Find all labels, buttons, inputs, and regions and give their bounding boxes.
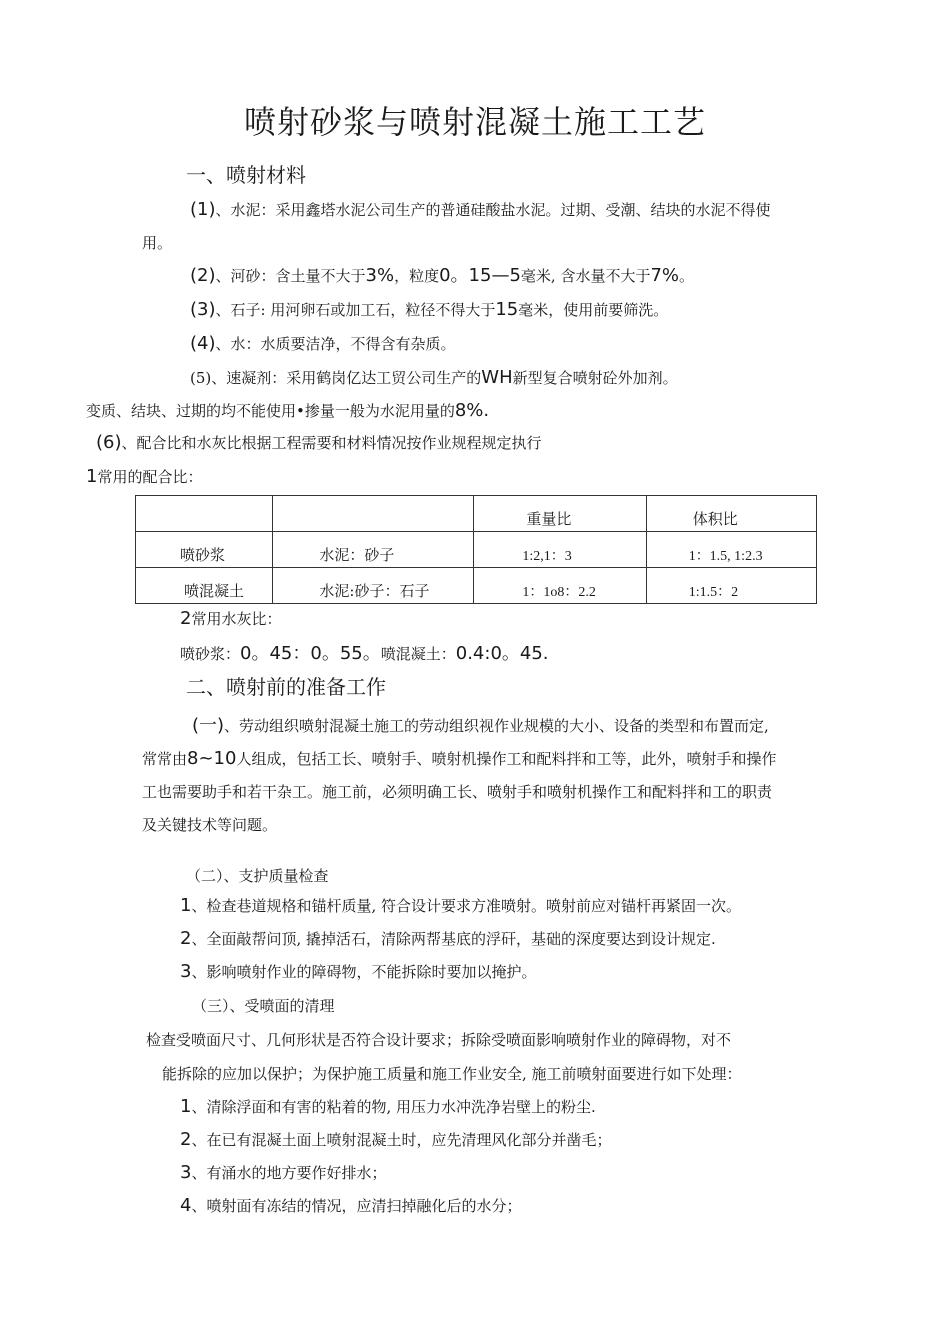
list-number: 1 (180, 895, 192, 916)
list-text: 、影响喷射作业的障碍物，不能拆除时要加以掩护。 (191, 963, 537, 981)
table-cell: 1：1o8：2.2 (474, 568, 646, 604)
list-item (180, 962, 536, 982)
table-cell: 1:2,1：3 (474, 532, 646, 568)
list-text: 、有涌水的地方要作好排水； (191, 1164, 387, 1182)
wc-value: 0.4:0。45. (455, 643, 549, 664)
list-text: 、清除浮面和有害的粘着的物, 用压力水冲洗净岩壁上的粉尘. (191, 1098, 596, 1116)
subheading-3: （三）、受喷面的清理 (192, 997, 335, 1015)
item-4 (190, 334, 456, 354)
ratio-heading (86, 467, 202, 487)
item-6 (96, 433, 542, 453)
item-2 (190, 266, 694, 286)
ratio-heading-text: 常用的配合比： (97, 468, 203, 486)
item-3 (190, 300, 668, 320)
list-number: 4 (180, 1195, 192, 1216)
item-value: 7% (650, 265, 680, 286)
list-number: 3 (180, 1162, 192, 1183)
item-text: 毫米，使用前要筛洗。 (518, 301, 669, 319)
table-cell: 喷混凝土 (136, 568, 273, 604)
para-1-line-1 (192, 716, 769, 736)
item-value: 15 (495, 299, 519, 320)
subheading-2: （二）、支护质量检查 (186, 867, 329, 885)
wc-label: 喷混凝土： (380, 645, 456, 663)
wc-value: 0。45：0。55。 (240, 643, 381, 664)
table-cell: 水泥：砂子 (273, 532, 474, 568)
item-1 (190, 200, 771, 220)
item-text: 、石子: 用河卵石或加工石，粒径不得大于 (215, 301, 496, 319)
item-5 (190, 368, 678, 388)
item-text: 、水：水质要洁净，不得含有杂质。 (215, 335, 456, 353)
list-item (180, 929, 716, 949)
table-cell: 1:1.5：2 (646, 568, 816, 604)
list-text: 、喷射面有冻结的情况，应清扫掉融化后的水分； (191, 1197, 522, 1215)
wc-values (180, 644, 549, 664)
table-cell: 喷砂浆 (136, 532, 273, 568)
table-header-cell (273, 496, 474, 532)
item-text: 、河砂：含土量不大于 (215, 267, 366, 285)
item-text: 、速凝剂：采用鹤岗亿达工贸公司生产的 (211, 369, 482, 387)
item-value: 3% (365, 265, 395, 286)
section-1-heading: 一、喷射材料 (186, 163, 306, 187)
para-value: 8~10 (187, 748, 237, 769)
para-1-line-3: 工也需要助手和若干杂工。施工前，必须明确工长、喷射手和喷射机操作工和配料拌和工的职责 (142, 783, 773, 801)
table-header-cell: 重量比 (474, 496, 646, 532)
item-text: 新型复合喷射砼外加剂。 (512, 369, 678, 387)
table-cell: 1：1.5, 1:2.3 (646, 532, 816, 568)
list-item (180, 1097, 596, 1117)
list-text: 、检查巷道规格和锚杆质量, 符合设计要求方准喷射。喷射前应对锚杆再紧固一次。 (191, 897, 741, 915)
section-2-heading: 二、喷射前的准备工作 (186, 675, 386, 699)
item-number: (1) (190, 199, 216, 220)
item-number: (6) (96, 432, 122, 453)
item-number: (4) (190, 333, 216, 354)
list-number: 2 (180, 928, 192, 949)
item-value: WH (481, 367, 513, 388)
item-text: 、配合比和水灰比根据工程需要和材料情况按作业规程规定执行 (121, 434, 542, 452)
list-item (180, 1130, 611, 1150)
list-number: 1 (180, 1096, 192, 1117)
item-text: ，粒度 (394, 267, 440, 285)
page-title: 喷射砂浆与喷射混凝土施工工艺 (243, 103, 706, 141)
item-number: (3) (190, 299, 216, 320)
item-text: 。 (679, 267, 695, 285)
para-1-line-4: 及关键技术等问题。 (142, 816, 278, 834)
table-cell: 水泥:砂子：石子 (273, 568, 474, 604)
para-text: 、劳动组织喷射混凝土施工的劳动组织视作业规模的大小、设备的类型和布置而定, (224, 717, 769, 735)
para-3-line-2: 能拆除的应加以保护；为保护施工质量和施工作业安全, 施工前喷射面要进行如下处理： (162, 1065, 742, 1083)
item-text: 变质、结块、过期的均不能使用•掺量一般为水泥用量的 (86, 402, 455, 420)
item-text: 毫米, 含水量不大于 (520, 267, 651, 285)
item-text: 、水泥：采用鑫塔水泥公司生产的普通硅酸盐水泥。过期、受潮、结块的水泥不得使 (215, 201, 771, 219)
table-row (136, 532, 817, 568)
item-1-continuation: 用。 (142, 234, 173, 252)
para-3-line-1: 检查受喷面尺寸、几何形状是否符合设计要求；拆除受喷面影响喷射作业的障碍物，对不 (146, 1031, 732, 1049)
list-item (180, 1196, 521, 1216)
para-text: 人组成，包括工长、喷射手、喷射机操作工和配料拌和工等，此外，喷射手和操作 (236, 750, 777, 768)
list-item (180, 896, 741, 916)
list-number: 3 (180, 961, 192, 982)
ratio-heading-number: 1 (86, 466, 98, 487)
table-row (136, 568, 817, 604)
wc-heading-number: 2 (180, 608, 192, 629)
wc-label: 喷砂浆： (180, 645, 241, 663)
wc-heading-text: 常用水灰比： (191, 610, 282, 628)
table-header-row (136, 496, 817, 532)
item-number: (5) (190, 369, 212, 387)
list-text: 、全面敲帮问顶, 撬掉活石，清除两帮基底的浮矸，基础的深度要达到设计规定. (191, 930, 716, 948)
item-number: (2) (190, 265, 216, 286)
item-value: 0。15—5 (439, 265, 521, 286)
item-5-continuation (86, 401, 489, 421)
para-text: 常常由 (142, 750, 188, 768)
item-value: 8%. (454, 400, 490, 421)
table-header-cell: 体积比 (646, 496, 816, 532)
mix-ratio-table (135, 495, 817, 604)
list-text: 、在已有混凝土面上喷射混凝土时，应先清理风化部分并凿毛； (191, 1131, 612, 1149)
wc-heading (180, 609, 281, 629)
list-item (180, 1163, 386, 1183)
table-header-cell (136, 496, 273, 532)
para-1-line-2 (142, 749, 776, 769)
para-number: (一) (192, 715, 225, 736)
list-number: 2 (180, 1129, 192, 1150)
